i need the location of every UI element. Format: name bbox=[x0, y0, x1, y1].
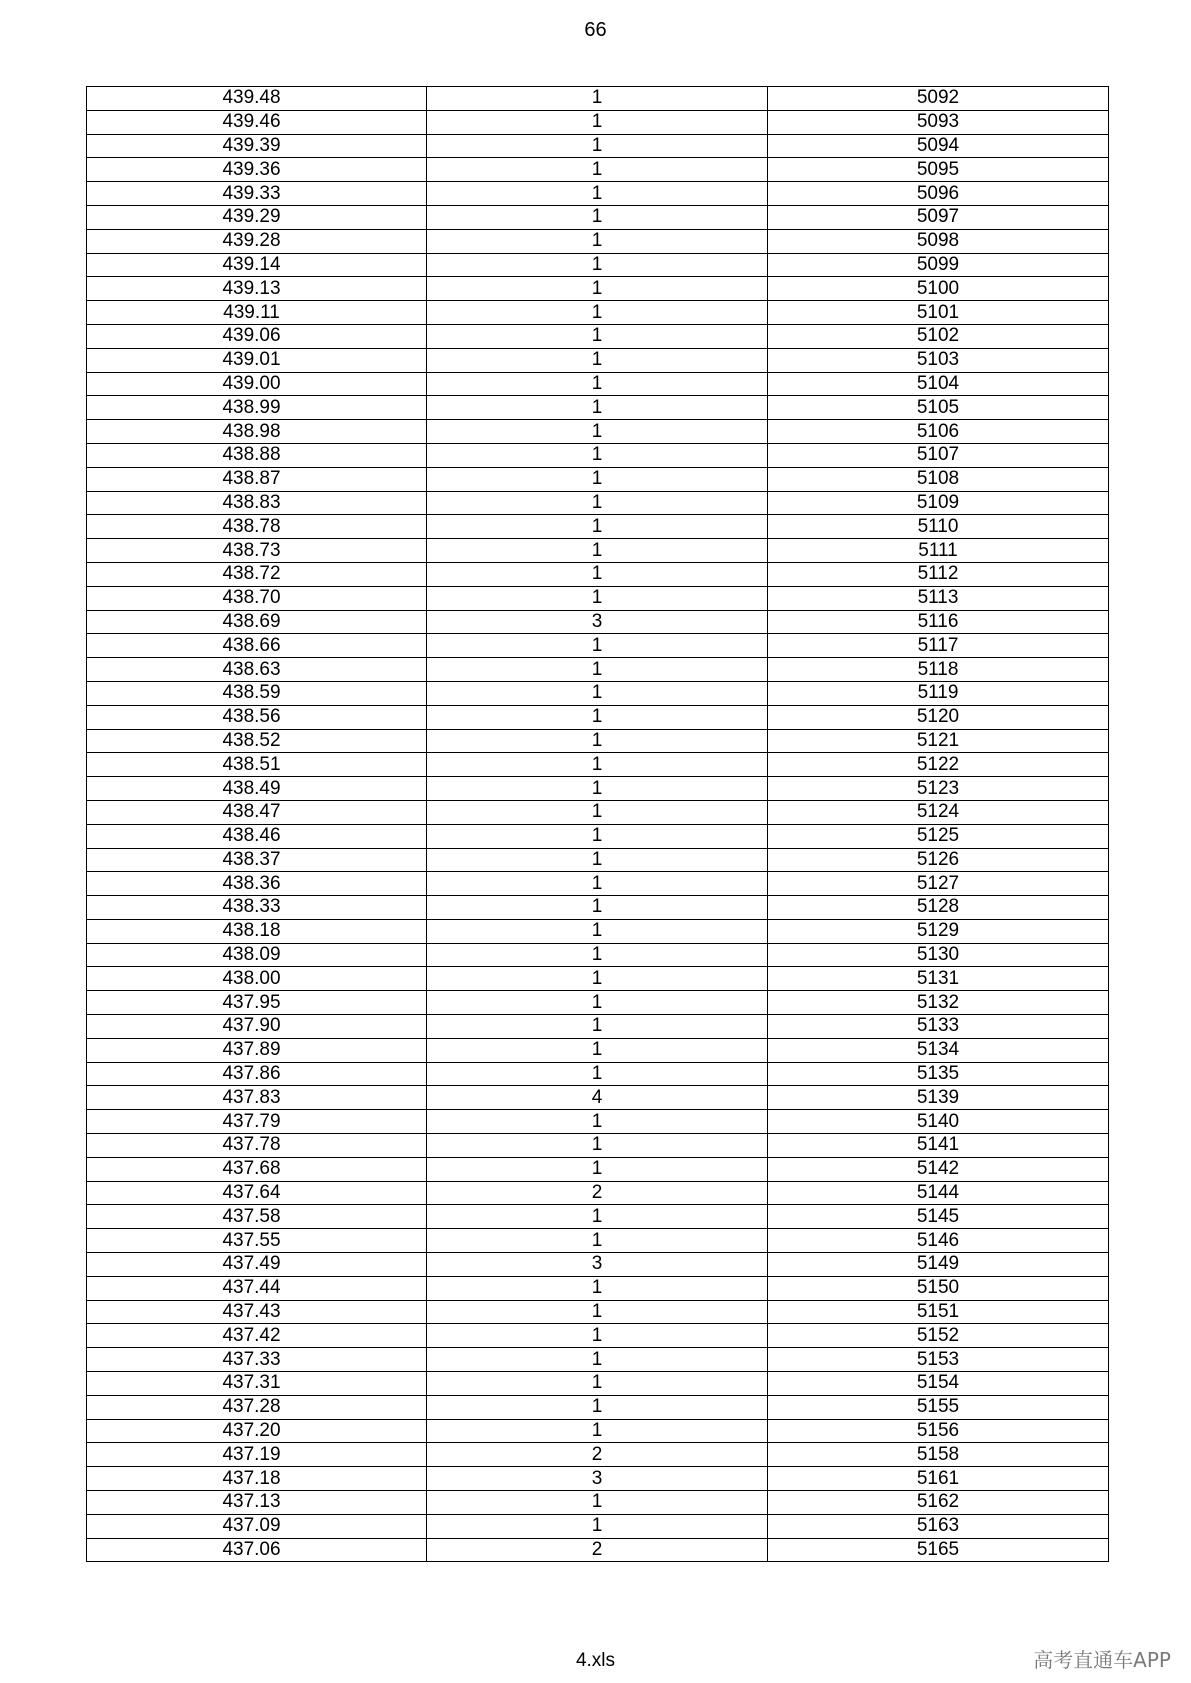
count-cell: 1 bbox=[427, 182, 768, 206]
score-cell: 439.36 bbox=[87, 158, 427, 182]
count-cell: 3 bbox=[427, 1253, 768, 1277]
count-cell: 1 bbox=[427, 324, 768, 348]
table-row bbox=[87, 134, 1109, 158]
cumulative-cell: 5140 bbox=[768, 1110, 1109, 1134]
cumulative-cell: 5113 bbox=[768, 586, 1109, 610]
watermark: 高考直通车APP bbox=[1033, 1648, 1171, 1672]
table-row bbox=[87, 729, 1109, 753]
table-row bbox=[87, 1395, 1109, 1419]
table-row bbox=[87, 562, 1109, 586]
table-row bbox=[87, 896, 1109, 920]
cumulative-cell: 5152 bbox=[768, 1324, 1109, 1348]
cumulative-cell: 5119 bbox=[768, 681, 1109, 705]
score-cell: 439.46 bbox=[87, 110, 427, 134]
score-cell: 439.01 bbox=[87, 348, 427, 372]
score-cell: 437.83 bbox=[87, 1086, 427, 1110]
count-cell: 1 bbox=[427, 420, 768, 444]
count-cell: 1 bbox=[427, 372, 768, 396]
count-cell: 1 bbox=[427, 158, 768, 182]
cumulative-cell: 5155 bbox=[768, 1395, 1109, 1419]
table-row bbox=[87, 1443, 1109, 1467]
count-cell: 1 bbox=[427, 1134, 768, 1158]
table-row bbox=[87, 1134, 1109, 1158]
table-row bbox=[87, 1181, 1109, 1205]
cumulative-cell: 5128 bbox=[768, 896, 1109, 920]
cumulative-cell: 5165 bbox=[768, 1538, 1109, 1562]
table-row bbox=[87, 1110, 1109, 1134]
cumulative-cell: 5146 bbox=[768, 1229, 1109, 1253]
cumulative-cell: 5156 bbox=[768, 1419, 1109, 1443]
table-row bbox=[87, 1062, 1109, 1086]
score-cell: 437.89 bbox=[87, 1038, 427, 1062]
score-cell: 437.28 bbox=[87, 1395, 427, 1419]
score-cell: 437.64 bbox=[87, 1181, 427, 1205]
cumulative-cell: 5101 bbox=[768, 301, 1109, 325]
count-cell: 3 bbox=[427, 1467, 768, 1491]
score-cell: 437.33 bbox=[87, 1348, 427, 1372]
score-cell: 438.56 bbox=[87, 705, 427, 729]
count-cell: 1 bbox=[427, 134, 768, 158]
table-row bbox=[87, 205, 1109, 229]
score-cell: 438.18 bbox=[87, 919, 427, 943]
table-row bbox=[87, 1491, 1109, 1515]
cumulative-cell: 5096 bbox=[768, 182, 1109, 206]
count-cell: 1 bbox=[427, 205, 768, 229]
count-cell: 2 bbox=[427, 1538, 768, 1562]
table-row bbox=[87, 1538, 1109, 1562]
score-cell: 439.28 bbox=[87, 229, 427, 253]
cumulative-cell: 5130 bbox=[768, 943, 1109, 967]
count-cell: 1 bbox=[427, 1514, 768, 1538]
cumulative-cell: 5129 bbox=[768, 919, 1109, 943]
count-cell: 1 bbox=[427, 824, 768, 848]
count-cell: 1 bbox=[427, 229, 768, 253]
cumulative-cell: 5154 bbox=[768, 1372, 1109, 1396]
cumulative-cell: 5112 bbox=[768, 562, 1109, 586]
count-cell: 1 bbox=[427, 753, 768, 777]
score-cell: 439.39 bbox=[87, 134, 427, 158]
score-cell: 437.68 bbox=[87, 1157, 427, 1181]
score-cell: 438.00 bbox=[87, 967, 427, 991]
table-row bbox=[87, 1467, 1109, 1491]
table-row bbox=[87, 348, 1109, 372]
score-cell: 439.14 bbox=[87, 253, 427, 277]
cumulative-cell: 5121 bbox=[768, 729, 1109, 753]
cumulative-cell: 5118 bbox=[768, 658, 1109, 682]
cumulative-cell: 5094 bbox=[768, 134, 1109, 158]
count-cell: 1 bbox=[427, 1205, 768, 1229]
table-row bbox=[87, 919, 1109, 943]
cumulative-cell: 5132 bbox=[768, 991, 1109, 1015]
count-cell: 1 bbox=[427, 1110, 768, 1134]
table-row bbox=[87, 1253, 1109, 1277]
count-cell: 1 bbox=[427, 967, 768, 991]
table-row bbox=[87, 277, 1109, 301]
cumulative-cell: 5142 bbox=[768, 1157, 1109, 1181]
table-row bbox=[87, 110, 1109, 134]
score-cell: 437.06 bbox=[87, 1538, 427, 1562]
score-cell: 438.63 bbox=[87, 658, 427, 682]
table-row bbox=[87, 229, 1109, 253]
score-cell: 438.47 bbox=[87, 800, 427, 824]
score-cell: 438.52 bbox=[87, 729, 427, 753]
score-cell: 438.78 bbox=[87, 515, 427, 539]
cumulative-cell: 5107 bbox=[768, 443, 1109, 467]
cumulative-cell: 5099 bbox=[768, 253, 1109, 277]
cumulative-cell: 5139 bbox=[768, 1086, 1109, 1110]
cumulative-cell: 5110 bbox=[768, 515, 1109, 539]
count-cell: 1 bbox=[427, 919, 768, 943]
score-cell: 437.49 bbox=[87, 1253, 427, 1277]
count-cell: 1 bbox=[427, 1395, 768, 1419]
table-row bbox=[87, 467, 1109, 491]
count-cell: 1 bbox=[427, 110, 768, 134]
cumulative-cell: 5100 bbox=[768, 277, 1109, 301]
score-cell: 437.43 bbox=[87, 1300, 427, 1324]
cumulative-cell: 5097 bbox=[768, 205, 1109, 229]
count-cell: 1 bbox=[427, 1276, 768, 1300]
score-cell: 439.06 bbox=[87, 324, 427, 348]
cumulative-cell: 5151 bbox=[768, 1300, 1109, 1324]
table-row bbox=[87, 610, 1109, 634]
table-row bbox=[87, 396, 1109, 420]
cumulative-cell: 5158 bbox=[768, 1443, 1109, 1467]
score-cell: 437.42 bbox=[87, 1324, 427, 1348]
cumulative-cell: 5111 bbox=[768, 539, 1109, 563]
table-row bbox=[87, 658, 1109, 682]
table-row bbox=[87, 1372, 1109, 1396]
score-table bbox=[86, 86, 1109, 1562]
cumulative-cell: 5122 bbox=[768, 753, 1109, 777]
table-row bbox=[87, 87, 1109, 111]
table-row bbox=[87, 586, 1109, 610]
count-cell: 2 bbox=[427, 1181, 768, 1205]
count-cell: 1 bbox=[427, 1372, 768, 1396]
score-cell: 438.37 bbox=[87, 848, 427, 872]
count-cell: 4 bbox=[427, 1086, 768, 1110]
table-row bbox=[87, 800, 1109, 824]
count-cell: 1 bbox=[427, 443, 768, 467]
count-cell: 1 bbox=[427, 253, 768, 277]
cumulative-cell: 5144 bbox=[768, 1181, 1109, 1205]
table-row bbox=[87, 1324, 1109, 1348]
table-row bbox=[87, 1038, 1109, 1062]
table-row bbox=[87, 491, 1109, 515]
table-row bbox=[87, 1229, 1109, 1253]
table-row bbox=[87, 991, 1109, 1015]
score-cell: 437.19 bbox=[87, 1443, 427, 1467]
table-row bbox=[87, 1205, 1109, 1229]
score-cell: 438.83 bbox=[87, 491, 427, 515]
count-cell: 1 bbox=[427, 848, 768, 872]
cumulative-cell: 5105 bbox=[768, 396, 1109, 420]
count-cell: 1 bbox=[427, 943, 768, 967]
count-cell: 1 bbox=[427, 1157, 768, 1181]
count-cell: 1 bbox=[427, 729, 768, 753]
count-cell: 1 bbox=[427, 1419, 768, 1443]
table-row bbox=[87, 443, 1109, 467]
table-row bbox=[87, 1086, 1109, 1110]
count-cell: 1 bbox=[427, 301, 768, 325]
score-cell: 439.33 bbox=[87, 182, 427, 206]
count-cell: 1 bbox=[427, 348, 768, 372]
table-row bbox=[87, 943, 1109, 967]
score-cell: 438.46 bbox=[87, 824, 427, 848]
score-cell: 438.49 bbox=[87, 777, 427, 801]
score-cell: 438.70 bbox=[87, 586, 427, 610]
cumulative-cell: 5098 bbox=[768, 229, 1109, 253]
score-cell: 437.31 bbox=[87, 1372, 427, 1396]
table-row bbox=[87, 872, 1109, 896]
table-row bbox=[87, 967, 1109, 991]
table-row bbox=[87, 253, 1109, 277]
table-row bbox=[87, 681, 1109, 705]
count-cell: 1 bbox=[427, 800, 768, 824]
count-cell: 3 bbox=[427, 610, 768, 634]
count-cell: 1 bbox=[427, 1300, 768, 1324]
cumulative-cell: 5161 bbox=[768, 1467, 1109, 1491]
cumulative-cell: 5150 bbox=[768, 1276, 1109, 1300]
table-row bbox=[87, 705, 1109, 729]
table-row bbox=[87, 634, 1109, 658]
count-cell: 1 bbox=[427, 991, 768, 1015]
score-cell: 437.20 bbox=[87, 1419, 427, 1443]
cumulative-cell: 5131 bbox=[768, 967, 1109, 991]
count-cell: 1 bbox=[427, 634, 768, 658]
cumulative-cell: 5095 bbox=[768, 158, 1109, 182]
score-cell: 439.48 bbox=[87, 87, 427, 111]
score-cell: 438.87 bbox=[87, 467, 427, 491]
count-cell: 1 bbox=[427, 872, 768, 896]
cumulative-cell: 5126 bbox=[768, 848, 1109, 872]
score-cell: 438.59 bbox=[87, 681, 427, 705]
table-row bbox=[87, 1419, 1109, 1443]
count-cell: 1 bbox=[427, 539, 768, 563]
cumulative-cell: 5153 bbox=[768, 1348, 1109, 1372]
table-row bbox=[87, 1300, 1109, 1324]
score-cell: 438.88 bbox=[87, 443, 427, 467]
count-cell: 1 bbox=[427, 586, 768, 610]
cumulative-cell: 5123 bbox=[768, 777, 1109, 801]
score-cell: 438.73 bbox=[87, 539, 427, 563]
cumulative-cell: 5163 bbox=[768, 1514, 1109, 1538]
count-cell: 1 bbox=[427, 1038, 768, 1062]
cumulative-cell: 5149 bbox=[768, 1253, 1109, 1277]
table-row bbox=[87, 301, 1109, 325]
score-cell: 438.69 bbox=[87, 610, 427, 634]
table-row bbox=[87, 420, 1109, 444]
page-number: 66 bbox=[584, 19, 607, 41]
count-cell: 1 bbox=[427, 562, 768, 586]
table-row bbox=[87, 372, 1109, 396]
cumulative-cell: 5106 bbox=[768, 420, 1109, 444]
score-cell: 438.09 bbox=[87, 943, 427, 967]
score-cell: 437.55 bbox=[87, 1229, 427, 1253]
table-row bbox=[87, 777, 1109, 801]
cumulative-cell: 5141 bbox=[768, 1134, 1109, 1158]
score-cell: 437.78 bbox=[87, 1134, 427, 1158]
cumulative-cell: 5134 bbox=[768, 1038, 1109, 1062]
score-cell: 438.99 bbox=[87, 396, 427, 420]
footer-filename: 4.xls bbox=[575, 1650, 616, 1671]
table-row bbox=[87, 1348, 1109, 1372]
table-row bbox=[87, 1276, 1109, 1300]
cumulative-cell: 5145 bbox=[768, 1205, 1109, 1229]
count-cell: 1 bbox=[427, 277, 768, 301]
cumulative-cell: 5102 bbox=[768, 324, 1109, 348]
score-cell: 437.58 bbox=[87, 1205, 427, 1229]
count-cell: 1 bbox=[427, 1348, 768, 1372]
score-cell: 438.36 bbox=[87, 872, 427, 896]
cumulative-cell: 5127 bbox=[768, 872, 1109, 896]
count-cell: 1 bbox=[427, 705, 768, 729]
table-row bbox=[87, 1015, 1109, 1039]
score-cell: 437.09 bbox=[87, 1514, 427, 1538]
score-cell: 438.98 bbox=[87, 420, 427, 444]
score-cell: 437.13 bbox=[87, 1491, 427, 1515]
cumulative-cell: 5109 bbox=[768, 491, 1109, 515]
score-cell: 439.11 bbox=[87, 301, 427, 325]
count-cell: 1 bbox=[427, 1324, 768, 1348]
table-row bbox=[87, 848, 1109, 872]
score-cell: 437.95 bbox=[87, 991, 427, 1015]
cumulative-cell: 5104 bbox=[768, 372, 1109, 396]
cumulative-cell: 5124 bbox=[768, 800, 1109, 824]
count-cell: 1 bbox=[427, 1229, 768, 1253]
cumulative-cell: 5117 bbox=[768, 634, 1109, 658]
score-cell: 439.29 bbox=[87, 205, 427, 229]
score-cell: 438.33 bbox=[87, 896, 427, 920]
count-cell: 1 bbox=[427, 658, 768, 682]
table-row bbox=[87, 182, 1109, 206]
table-row bbox=[87, 1514, 1109, 1538]
table-row bbox=[87, 824, 1109, 848]
cumulative-cell: 5135 bbox=[768, 1062, 1109, 1086]
count-cell: 1 bbox=[427, 467, 768, 491]
table-row bbox=[87, 515, 1109, 539]
count-cell: 1 bbox=[427, 396, 768, 420]
table-row bbox=[87, 753, 1109, 777]
count-cell: 1 bbox=[427, 1015, 768, 1039]
count-cell: 1 bbox=[427, 491, 768, 515]
count-cell: 1 bbox=[427, 515, 768, 539]
score-cell: 437.18 bbox=[87, 1467, 427, 1491]
score-cell: 438.66 bbox=[87, 634, 427, 658]
cumulative-cell: 5116 bbox=[768, 610, 1109, 634]
score-cell: 438.72 bbox=[87, 562, 427, 586]
score-cell: 438.51 bbox=[87, 753, 427, 777]
cumulative-cell: 5133 bbox=[768, 1015, 1109, 1039]
count-cell: 1 bbox=[427, 896, 768, 920]
count-cell: 1 bbox=[427, 681, 768, 705]
count-cell: 1 bbox=[427, 87, 768, 111]
table-row bbox=[87, 324, 1109, 348]
cumulative-cell: 5162 bbox=[768, 1491, 1109, 1515]
table-row bbox=[87, 158, 1109, 182]
cumulative-cell: 5093 bbox=[768, 110, 1109, 134]
score-cell: 437.86 bbox=[87, 1062, 427, 1086]
score-cell: 439.13 bbox=[87, 277, 427, 301]
cumulative-cell: 5092 bbox=[768, 87, 1109, 111]
cumulative-cell: 5125 bbox=[768, 824, 1109, 848]
count-cell: 2 bbox=[427, 1443, 768, 1467]
count-cell: 1 bbox=[427, 777, 768, 801]
cumulative-cell: 5120 bbox=[768, 705, 1109, 729]
score-cell: 437.90 bbox=[87, 1015, 427, 1039]
count-cell: 1 bbox=[427, 1491, 768, 1515]
count-cell: 1 bbox=[427, 1062, 768, 1086]
cumulative-cell: 5108 bbox=[768, 467, 1109, 491]
score-cell: 437.44 bbox=[87, 1276, 427, 1300]
cumulative-cell: 5103 bbox=[768, 348, 1109, 372]
table-body bbox=[87, 87, 1109, 1562]
table-row bbox=[87, 539, 1109, 563]
score-cell: 437.79 bbox=[87, 1110, 427, 1134]
table-row bbox=[87, 1157, 1109, 1181]
score-cell: 439.00 bbox=[87, 372, 427, 396]
